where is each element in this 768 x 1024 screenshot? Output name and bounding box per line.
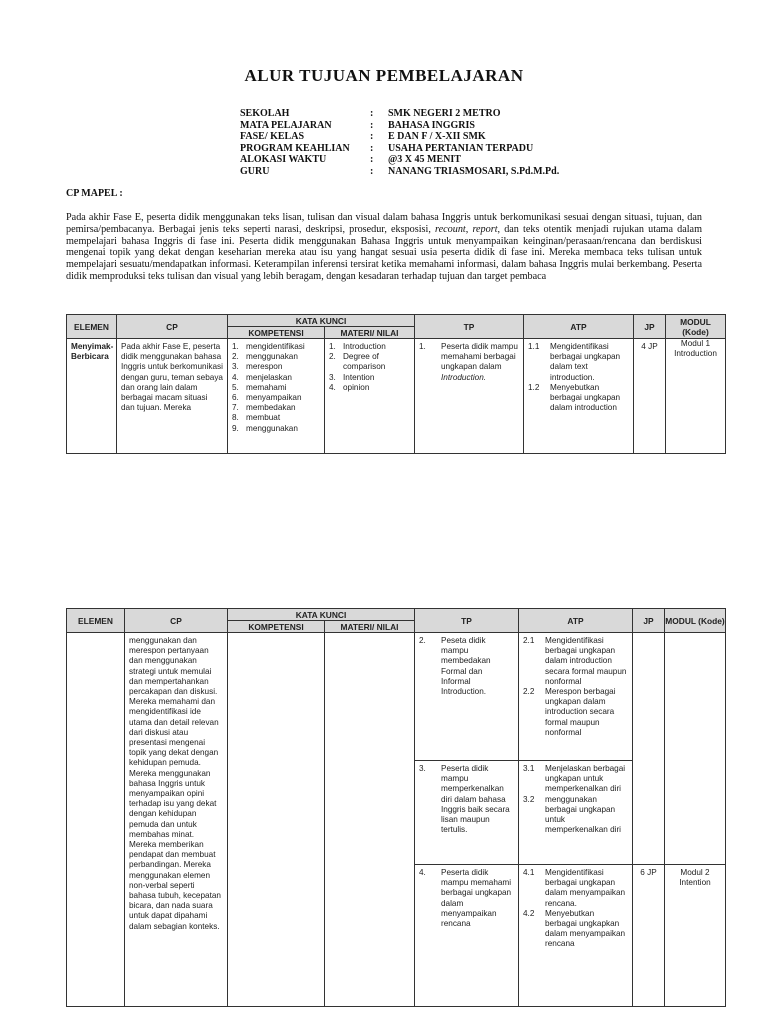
tp-number: 3. — [419, 764, 426, 773]
kompetensi-item — [232, 413, 320, 423]
tp-cell — [415, 761, 519, 865]
cp-paragraph — [66, 212, 702, 283]
info-value: @3 X 45 MENIT — [388, 154, 461, 166]
kompetensi-item — [232, 362, 320, 372]
table-row — [67, 633, 726, 761]
tp-cell — [415, 339, 524, 454]
tp-number: 1. — [419, 342, 426, 351]
atp-item-number: 1.2 — [528, 382, 540, 392]
header-kata-kunci: KATA KUNCI — [228, 315, 415, 327]
atp-item-text: Mengidentifikasi berbagai ungkapan dalam menyampaikan rencana. — [545, 868, 626, 908]
info-label: SEKOLAH — [240, 108, 290, 119]
kompetensi-item-text: menyampaikan — [246, 393, 302, 403]
header-tp: TP — [415, 609, 519, 633]
info-value: SMK NEGERI 2 METRO — [388, 108, 501, 119]
kompetensi-item-number: 7. — [232, 403, 239, 413]
info-row — [240, 120, 559, 132]
materi-item-text: Introduction — [343, 342, 386, 351]
header-materi: MATERI/ NILAI — [325, 327, 415, 339]
atp-item-text: Merespon berbagai ungkapan dalam introduction secara formal maupun nonformal — [545, 687, 616, 737]
cp-paragraph-part2: , dan teks otentik menjadi rujukan utama dalam mempelajari bahasa Inggris di fase ini. Peserta didik menggunakan Bahasa Inggris untuk menyampaikan keinginan/perasaan/rencana dan berdiskusi mengenai topik yang dekat dengan keseharian mereka atau isu yang hangat sesuai usia peserta didik di fase ini. Mereka membaca teks tulisan untuk mempelajari sesuatu/mendapatkan informasi. Keterampilan inferensi tersirat ketika memahami informasi, dalam bahasa Inggris mulai berkembang. Peserta didik memproduksi teks tulisan dan visual yang lebih beragam, dengan kesadaran terhadap tujuan dan target pembaca — [66, 223, 702, 282]
atp-item — [528, 383, 629, 414]
cp-cell: menggunakan dan merespon pertanyaan dan menggunakan strategi untuk memulai dan mempertahankan percakapan dan diskusi. Mereka memahami dan mengidentifikasi ide utama dan detail relevan dari diskusi atau presentasi mengenai topik yang dekat dengan kehidupan pemuda. Mereka menggunakan bahasa Inggris untuk menyampaikan opini terhadap isu yang dekat dengan kehidupan pemuda dan untuk membahas minat. Mereka memberikan pendapat dan membuat perbandingan. Mereka menggunakan elemen non-verbal seperti bahasa tubuh, kecepatan bicara, dan nada suara untuk dapat dipahami dalam sebagian konteks. — [125, 633, 228, 1007]
tp-item — [419, 636, 514, 697]
jp-cell: 4 JP — [634, 339, 666, 454]
atp-item — [528, 342, 629, 383]
kompetensi-item — [232, 373, 320, 383]
tp-number: 2. — [419, 636, 426, 645]
info-label: MATA PELAJARAN — [240, 119, 332, 131]
kompetensi-item — [232, 403, 320, 413]
tp-text: Peseta didik mampu membedakan Formal dan Informal Introduction. — [441, 636, 491, 697]
atp-item — [523, 687, 628, 738]
kompetensi-cell — [228, 339, 325, 454]
atp-item — [523, 909, 628, 950]
info-value: USAHA PERTANIAN TERPADU — [388, 142, 534, 154]
modul-cell: Modul 1 Introduction — [666, 339, 726, 454]
atp-item-number: 4.1 — [523, 868, 535, 877]
atp-cell — [519, 865, 633, 1007]
elemen-cell — [67, 633, 125, 1007]
header-cp: CP — [125, 609, 228, 633]
kompetensi-cell — [228, 633, 325, 1007]
header-elemen: ELEMEN — [67, 315, 117, 339]
info-label: GURU — [240, 165, 270, 177]
cp-paragraph-report: report — [472, 223, 498, 235]
kompetensi-item-number: 8. — [232, 413, 239, 423]
atp-cell — [524, 339, 634, 454]
tp-cell — [415, 865, 519, 1007]
info-colon: : — [370, 142, 374, 154]
kompetensi-item-text: membuat — [246, 413, 281, 423]
kompetensi-item-text: memahami — [246, 382, 287, 392]
info-colon: : — [370, 154, 374, 166]
tp-text: Peserta didik mampu memahami berbagai ungkapan dalam menyampaikan rencana — [441, 868, 512, 929]
info-row — [240, 131, 559, 143]
header-jp: JP — [633, 609, 665, 633]
cp-mapel-label: CP MAPEL : — [66, 188, 123, 199]
tp-item — [419, 868, 514, 929]
kompetensi-item — [232, 393, 320, 403]
materi-item-text: opinion — [343, 382, 370, 392]
cp-paragraph-comma: , — [465, 223, 473, 235]
atp-item-number: 4.2 — [523, 908, 535, 918]
tp-list — [419, 636, 514, 697]
kompetensi-item-text: merespon — [246, 362, 283, 372]
jp-cell — [633, 761, 665, 865]
cp-cell: Pada akhir Fase E, peserta didik menggunakan bahasa Inggris untuk berkomunikasi dengan guru, teman sebaya dan orang lain dalam berbagai macam situasi dan tujuan. Mereka — [117, 339, 228, 454]
atp-list — [523, 764, 628, 835]
modul-cell — [665, 761, 726, 865]
kompetensi-item-text: menggunakan — [246, 423, 298, 433]
header-jp: JP — [634, 315, 666, 339]
atp-cell — [519, 761, 633, 865]
modul-cell — [665, 633, 726, 761]
tp-italic: Introduction. — [441, 372, 487, 382]
atp-item-number: 1.1 — [528, 342, 540, 351]
atp-list — [523, 636, 628, 738]
info-value: BAHASA INGGRIS — [388, 119, 475, 131]
atp-item-number: 3.2 — [523, 794, 535, 804]
materi-item — [329, 342, 410, 352]
kompetensi-item-number: 2. — [232, 352, 239, 362]
info-value: E DAN F / X-XII SMK — [388, 131, 486, 143]
info-row — [240, 154, 559, 166]
header-kompetensi: KOMPETENSI — [228, 327, 325, 339]
info-value: NANANG TRIASMOSARI, S.Pd.M.Pd. — [388, 165, 560, 177]
cp-paragraph-recount: recount — [435, 223, 466, 235]
tp-number: 4. — [419, 868, 426, 877]
header-atp: ATP — [524, 315, 634, 339]
info-row — [240, 108, 559, 120]
header-modul: MODUL (Kode) — [665, 609, 726, 633]
materi-item-text: Degree of comparison — [343, 352, 386, 372]
header-modul: MODUL (Kode) — [666, 315, 726, 339]
atp-item — [523, 764, 628, 795]
elemen-cell: Menyimak-Berbicara — [67, 339, 117, 454]
atp-item-text: Menyebutkan berbagai ungkapan dalam introduction — [550, 382, 621, 413]
info-label: FASE/ KELAS — [240, 131, 304, 143]
kompetensi-item — [232, 342, 320, 352]
info-row — [240, 143, 559, 155]
tp-text: Peserta didik mampu memahami berbagai ungkapan dalam — [441, 342, 518, 372]
header-atp: ATP — [519, 609, 633, 633]
materi-item-text: Intention — [343, 372, 375, 382]
atp-item-text: Mengidentifikasi berbagai ungkapan dalam introduction secara formal maupun nonformal — [545, 636, 627, 686]
materi-item-number: 2. — [329, 352, 336, 362]
materi-item-number: 1. — [329, 342, 336, 351]
info-colon: : — [370, 119, 374, 131]
info-label: PROGRAM KEAHLIAN — [240, 142, 350, 154]
tp-list — [419, 868, 514, 929]
materi-item-number: 4. — [329, 382, 336, 392]
header-cp: CP — [117, 315, 228, 339]
jp-cell: 6 JP — [633, 865, 665, 1007]
atp-item-text: Menyebutkan berbagai ungkapkan dalam menyampaikan rencana — [545, 908, 626, 949]
header-kata-kunci: KATA KUNCI — [228, 609, 415, 621]
header-tp: TP — [415, 315, 524, 339]
atp-cell — [519, 633, 633, 761]
atp-item — [523, 795, 628, 836]
atp-item-text: menggunakan berbagai ungkapan untuk memperkenalkan diri — [545, 794, 621, 835]
kompetensi-item-text: membedakan — [246, 403, 296, 413]
kompetensi-item-number: 1. — [232, 342, 239, 351]
atp-table-page2 — [66, 608, 726, 1007]
atp-item — [523, 868, 628, 909]
info-colon: : — [370, 165, 374, 177]
atp-item — [523, 636, 628, 687]
kompetensi-item — [232, 383, 320, 393]
tp-text: Peserta didik mampu memperkenalkan diri dalam bahasa Inggris baik secara lisan maupun tertulis. — [441, 764, 510, 835]
kompetensi-item-text: menggunakan — [246, 352, 298, 362]
materi-cell — [325, 633, 415, 1007]
modul-cell: Modul 2 Intention — [665, 865, 726, 1007]
kompetensi-item-number: 4. — [232, 372, 239, 382]
atp-item-number: 2.2 — [523, 687, 535, 697]
identity-block — [240, 108, 559, 178]
header-elemen: ELEMEN — [67, 609, 125, 633]
materi-item — [329, 352, 410, 372]
kompetensi-item — [232, 352, 320, 362]
kompetensi-item — [232, 424, 320, 434]
kompetensi-item-number: 6. — [232, 393, 239, 403]
atp-item-text: Menjelaskan berbagai ungkapan untuk memperkenalkan diri — [545, 764, 626, 794]
jp-cell — [633, 633, 665, 761]
atp-table-page1 — [66, 314, 726, 454]
cp-paragraph-part1: Pada akhir Fase E, peserta didik menggunakan teks lisan, tulisan dan visual dalam bahasa Inggris untuk berkomunikasi sesuai dengan situasi, tujuan, dan pemirsa/pembacanya. Berbagai jenis teks seperti narasi, deskripsi, prosedur, eksposisi, — [66, 212, 702, 235]
header-materi: MATERI/ NILAI — [325, 621, 415, 633]
tp-list — [419, 764, 514, 835]
materi-item-number: 3. — [329, 372, 336, 382]
kompetensi-item-number: 3. — [232, 362, 239, 372]
info-colon: : — [370, 108, 374, 119]
tp-item — [419, 764, 514, 835]
header-kompetensi: KOMPETENSI — [228, 621, 325, 633]
kompetensi-item-text: mengidentifikasi — [246, 342, 305, 351]
atp-item-number: 2.1 — [523, 636, 535, 645]
info-label: ALOKASI WAKTU — [240, 154, 327, 166]
atp-item-text: Mengidentifikasi berbagai ungkapan dalam text introduction. — [550, 342, 621, 382]
kompetensi-item-text: menjelaskan — [246, 372, 292, 382]
info-row — [240, 166, 559, 178]
info-colon: : — [370, 131, 374, 143]
materi-item — [329, 383, 410, 393]
materi-item — [329, 373, 410, 383]
materi-cell — [325, 339, 415, 454]
kompetensi-item-number: 5. — [232, 382, 239, 392]
tp-cell — [415, 633, 519, 761]
document-title: ALUR TUJUAN PEMBELAJARAN — [244, 66, 524, 85]
kompetensi-item-number: 9. — [232, 423, 239, 433]
atp-list — [523, 868, 628, 950]
atp-item-number: 3.1 — [523, 764, 535, 773]
